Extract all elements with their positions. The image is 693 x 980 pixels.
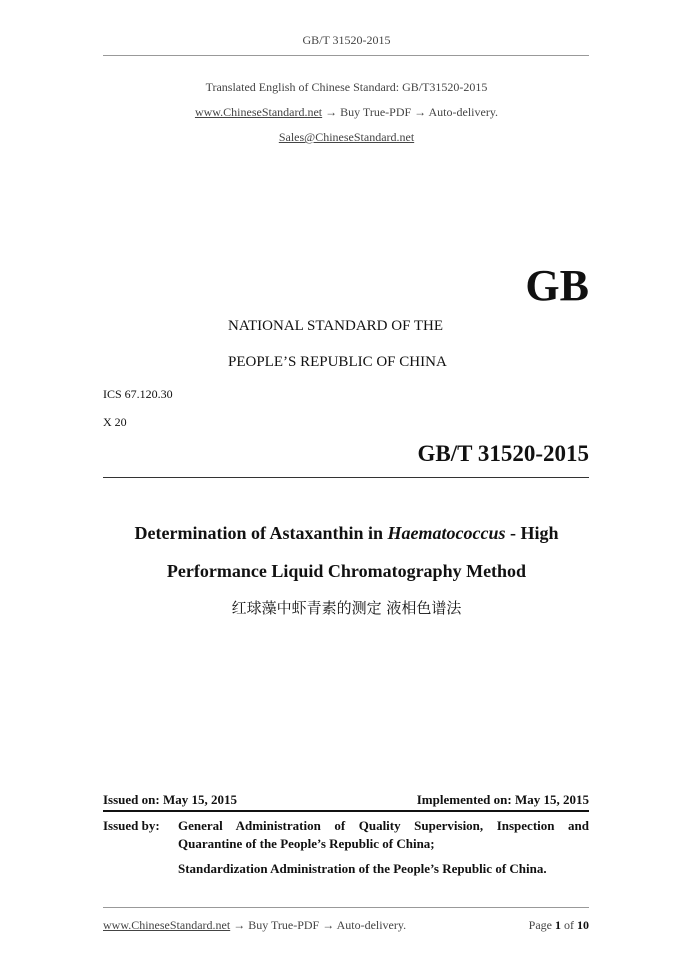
title-part2: - High bbox=[505, 523, 559, 543]
document-title-line2: Performance Liquid Chromatography Method bbox=[166, 561, 527, 581]
implemented-on-date: Implemented on: May 15, 2015 bbox=[416, 792, 589, 807]
title-part1: Determination of Astaxanthin in bbox=[134, 523, 388, 543]
site-link[interactable]: www.ChineseStandard.net bbox=[194, 105, 323, 119]
national-standard-line1: NATIONAL STANDARD OF THE bbox=[228, 318, 444, 334]
national-standard-line2: PEOPLE’S REPUBLIC OF CHINA bbox=[228, 354, 447, 370]
issuance-divider bbox=[103, 810, 589, 812]
page-prefix: Page bbox=[528, 918, 555, 932]
footer-purchase-text: → Buy True-PDF → Auto-delivery. bbox=[230, 918, 407, 932]
document-title-line1 bbox=[0, 523, 693, 544]
issuer-line3: Standardization Administration of the People’s Republic of China. bbox=[178, 861, 547, 876]
header-divider bbox=[103, 55, 589, 56]
footer-purchase-line bbox=[103, 918, 406, 933]
page-current: 1 bbox=[555, 918, 561, 932]
issuer-line1: General Administration of Quality Supervision, Inspection and bbox=[178, 818, 589, 833]
page-indicator bbox=[529, 918, 589, 933]
page-total: 10 bbox=[577, 918, 589, 932]
issuer-line2: Quarantine of the People’s Republic of China; bbox=[178, 836, 435, 851]
document-title-chinese: 红球藻中虾青素的测定 液相色谱法 bbox=[231, 599, 462, 617]
purchase-text: → Buy True-PDF → Auto-delivery. bbox=[322, 105, 499, 119]
issued-on-date: Issued on: May 15, 2015 bbox=[103, 792, 237, 807]
page-of: of bbox=[561, 918, 577, 932]
footer-divider bbox=[103, 907, 589, 908]
running-head: GB/T 31520-2015 bbox=[302, 33, 391, 47]
standard-number: GB/T 31520-2015 bbox=[417, 441, 589, 466]
ics-code: ICS 67.120.30 bbox=[103, 387, 173, 401]
footer-site-link[interactable]: www.ChineseStandard.net bbox=[103, 918, 231, 932]
purchase-line bbox=[0, 105, 693, 120]
ccs-code: X 20 bbox=[103, 415, 127, 429]
gb-logo: GB bbox=[525, 261, 589, 310]
translated-notice: Translated English of Chinese Standard: GB/T31520-2015 bbox=[205, 80, 488, 94]
title-italic-genus: Haematococcus bbox=[387, 523, 506, 543]
standard-divider bbox=[103, 477, 589, 478]
sales-line bbox=[0, 130, 693, 145]
sales-email-link[interactable]: Sales@ChineseStandard.net bbox=[278, 130, 415, 144]
issued-by-label: Issued by: bbox=[103, 818, 160, 833]
